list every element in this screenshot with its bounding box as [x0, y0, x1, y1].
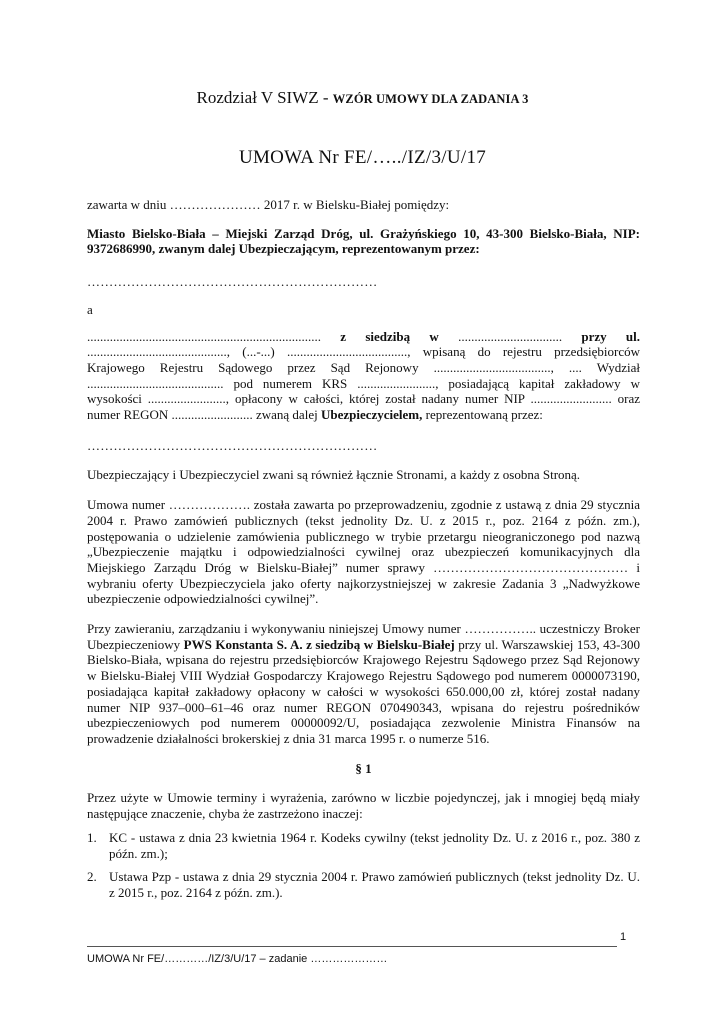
document-body: [87, 197, 640, 901]
broker-name: PWS Konstanta S. A. z siedzibą w Bielsku-Białej: [183, 636, 455, 652]
chapter-heading: [0, 88, 725, 108]
party2-represented-by: reprezentowaną przez:: [422, 407, 543, 423]
definition-number: 2.: [87, 869, 97, 885]
party2-ubezpieczyciel-label: Ubezpieczycielem,: [320, 407, 423, 423]
parties-definition-paragraph: Ubezpieczający i Ubezpieczyciel zwani są również łącznie Stronami, a każdy z osobna Stroną.: [87, 467, 581, 483]
party2-street-label: przy ul.: [562, 328, 640, 344]
party2-details: ..........................................., (...-...) ....................................., wpisaną do rejestru przedsiębiorców Krajowego Rejestru Sądowego przez Sąd Rejonowy ...................................., .... Wydział .......................................... pod numerem KRS ........................, posiadającą kapitał zakładowy w wysokości ........................, opłacony w całości, której został nadany numer NIP ......................... oraz numer REGON ......................... zwaną dalej: [87, 344, 640, 423]
section-1-heading: § 1: [355, 760, 372, 776]
party1-paragraph: Miasto Bielsko-Biała – Miejski Zarząd Dróg, ul. Grażyńskiego 10, 43-300 Bielsko-Biała, NIP: 9372686990, zwanym dalej Ubezpieczającym, reprezentowanym przez:: [87, 225, 640, 257]
definition-item: [87, 830, 640, 861]
page-number: 1: [620, 931, 627, 943]
definition-item: [87, 869, 640, 900]
footer-text: UMOWA Nr FE/…………/IZ/3/U/17 – zadanie …………………: [87, 953, 388, 965]
party2-name-dots: ........................................................................: [87, 328, 321, 344]
party2-paragraph: [87, 329, 640, 423]
broker-intro: Przy zawieraniu, zarządzaniu i wykonywaniu niniejszej Umowy numer …………….. uczestniczy Broker Ubezpieczeniowy: [87, 621, 640, 652]
definition-text: Ustawa Pzp - ustawa z dnia 29 stycznia 2004 r. Prawo zamówień publicznych (tekst jednolity Dz. U. z 2015 r., poz. 2164 z późn. zm.).: [109, 869, 640, 900]
definition-text: KC - ustawa z dnia 23 kwietnia 1964 r. Kodeks cywilny (tekst jednolity Dz. U. z 2016 r., poz. 380 z późn. zm.);: [109, 829, 640, 861]
broker-paragraph: [87, 621, 640, 747]
party2-city-dots: ................................: [458, 328, 563, 344]
terms-intro-paragraph: Przez użyte w Umowie terminy i wyrażenia, zarówno w liczbie pojedynczej, jak i mnogiej będą miały następujące znaczenie, chyba że zastrzeżono inaczej:: [87, 790, 640, 822]
chapter-prefix: Rozdział V SIWZ -: [196, 88, 333, 107]
broker-details: przy ul. Warszawskiej 153, 43-300 Bielsko-Biała, wpisana do rejestru przedsiębiorców Krajowego Rejestru Sądowego przez Sąd Rejonowy w Bielsku-Białej VIII Wydział Gospodarczy Krajowego Rejestru Sądowego pod numerem 0000073190, posiadająca kapitał zakładowy opłacony w całości w wysokości 650.000,00 zł, której został nadany numer NIP 937–000–61–46 oraz numer REGON 070490343, wpisana do rejestru pośredników ubezpieczeniowych pod numerem 00000092/U, posiadająca zezwolenie Ministra Finansów na prowadzenie działalności brokerskiej z dnia 31 marca 1995 r. o numerze 516.: [87, 636, 640, 746]
conjunction-a: a: [87, 301, 93, 317]
party2-siedziba-label: z siedzibą w: [321, 328, 459, 344]
contract-basis-paragraph: Umowa numer ………………. została zawarta po przeprowadzeniu, zgodnie z ustawą z dnia 29 stycznia 2004 r. Prawo zamówień publicznych (tekst jednolity Dz. U. z 2015 r., poz. 2164 z późn. zm.), postępowania o udzielenie zamówienia publicznego w trybie przetargu nieograniczonego pod nazwą „Ubezpieczenie majątku i odpowiedzialności cywilnej oraz ubezpieczeń komunikacyjnych dla Miejskiego Zarządu Dróg w Bielsku-Białej” numer sprawy ……………………………………… i wybraniu oferty Ubezpieczyciela jako oferty najkorzystniejszej w zakresie Zadania 3 „Nadwyżkowe ubezpieczenie odpowiedzialności cywilnej”.: [87, 497, 640, 607]
definition-number: 1.: [87, 829, 97, 845]
representative2-dots: …………………………………………………………: [87, 437, 378, 453]
definitions-list: [87, 830, 640, 901]
contract-title: UMOWA Nr FE/…../IZ/3/U/17: [238, 147, 487, 168]
concluded-on-line: zawarta w dniu ………………… 2017 r. w Bielsku-Białej pomiędzy:: [87, 197, 450, 212]
chapter-subtitle: WZÓR UMOWY DLA ZADANIA 3: [332, 92, 529, 106]
footer-divider: [87, 946, 617, 947]
representative1-dots: …………………………………………………………: [87, 274, 378, 290]
